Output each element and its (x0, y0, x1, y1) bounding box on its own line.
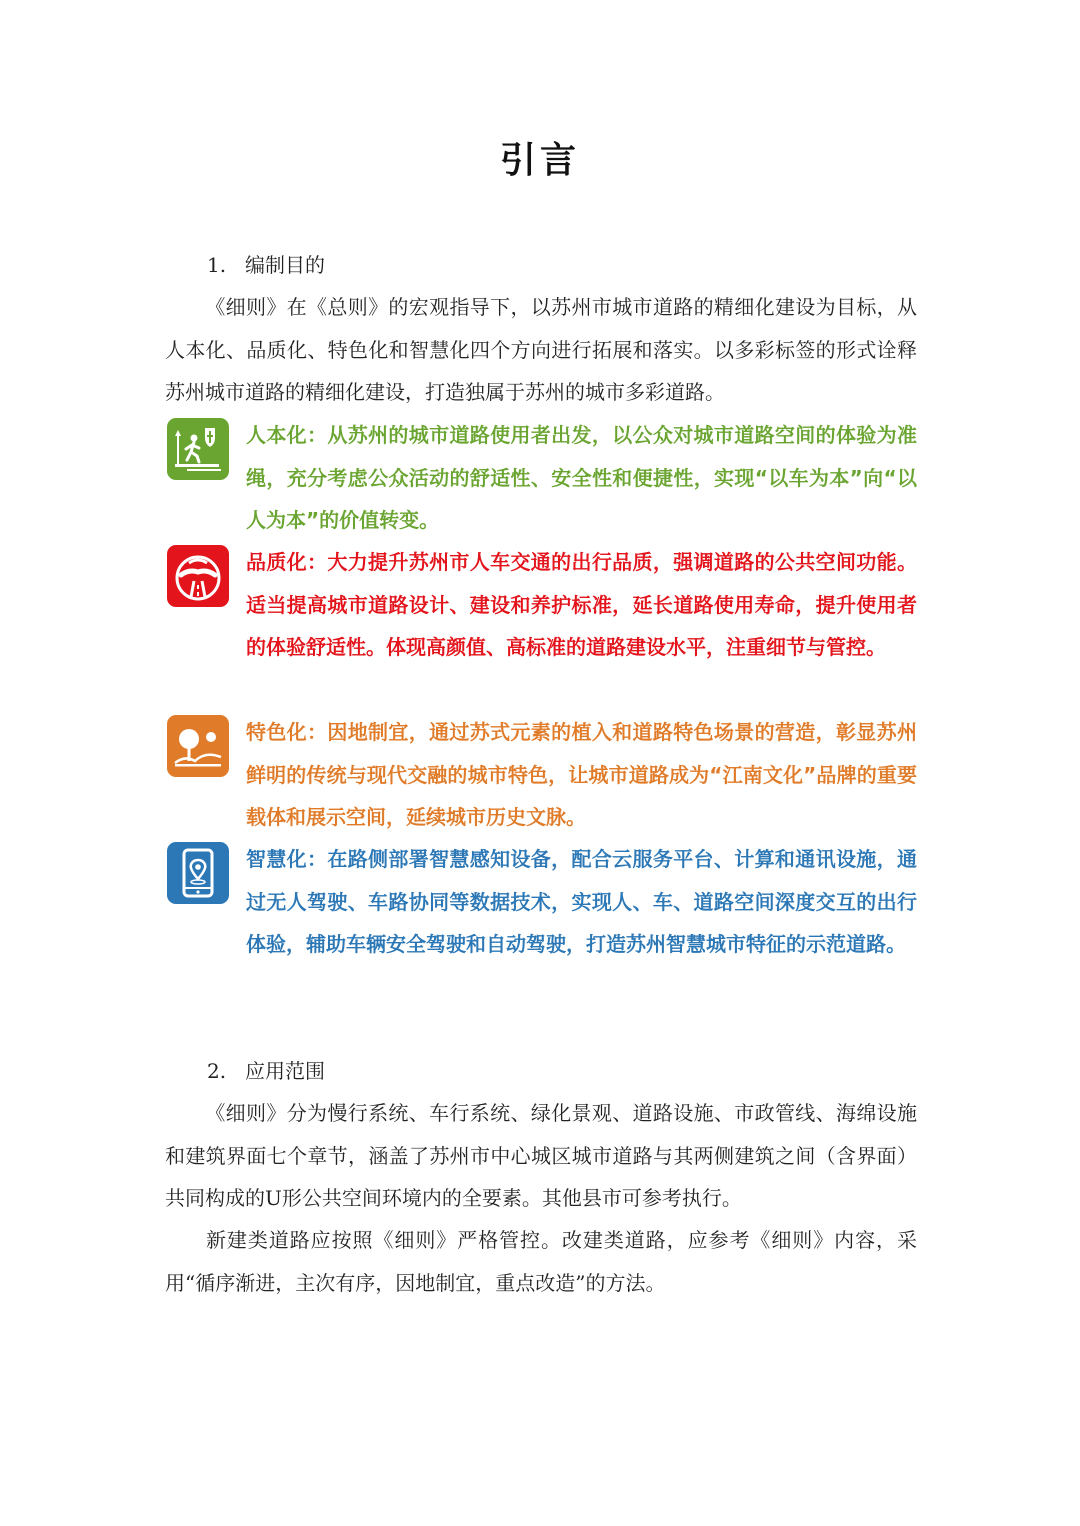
item-people-oriented-text: 人本化：从苏州的城市道路使用者出发，以公众对城市道路空间的体验为准绳，充分考虑公众活动的舒适性、安全性和便捷性，实现“以车为本”向“以人为本”的价值转变。 (246, 423, 917, 532)
item-characteristic-text: 特色化：因地制宜，通过苏式元素的植入和道路特色场景的营造，彰显苏州鲜明的传统与现代交融的城市特色，让城市道路成为“江南文化”品牌的重要载体和展示空间，延续城市历史文脉。 (246, 720, 917, 829)
section-2-number: 2. (207, 1059, 227, 1083)
section-2-paragraph-1 (165, 1092, 917, 1220)
section-2-heading (207, 1057, 325, 1085)
road-badge-icon (167, 545, 229, 607)
page-title: 引言 (499, 139, 580, 181)
mobile-location-icon (167, 842, 229, 904)
section-1-heading (207, 251, 325, 279)
section-2-paragraph-1-text: 《细则》分为慢行系统、车行系统、绿化景观、道路设施、市政管线、海绵设施和建筑界面七个章节，涵盖了苏州市中心城区城市道路与其两侧建筑之间（含界面）共同构成的U形公共空间环境内的全要素。其他县市可参考执行。 (165, 1101, 917, 1210)
section-2-title: 应用范围 (245, 1059, 325, 1083)
section-1-title: 编制目的 (245, 253, 325, 277)
item-quality-text: 品质化：大力提升苏州市人车交通的出行品质，强调道路的公共空间功能。适当提高城市道路设计、建设和养护标准，延长道路使用寿命，提升使用者的体验舒适性。体现高颜值、高标准的道路建设水平，注重细节与管控。 (246, 550, 917, 659)
pedestrian-shield-icon (167, 418, 229, 480)
section-1-number: 1. (207, 253, 227, 277)
section-2-paragraph-2 (165, 1219, 917, 1304)
item-smart-text: 智慧化：在路侧部署智慧感知设备，配合云服务平台、计算和通讯设施，通过无人驾驶、车路协同等数据技术，实现人、车、道路空间深度交互的出行体验，辅助车辆安全驾驶和自动驾驶，打造苏州智慧城市特征的示范道路。 (246, 847, 917, 956)
section-1-intro (165, 286, 917, 414)
section-1-intro-text: 《细则》在《总则》的宏观指导下，以苏州市城市道路的精细化建设为目标，从人本化、品质化、特色化和智慧化四个方向进行拓展和落实。以多彩标签的形式诠释苏州城市道路的精细化建设，打造独属于苏州的城市多彩道路。 (165, 295, 917, 404)
section-2-paragraph-2-text: 新建类道路应按照《细则》严格管控。改建类道路，应参考《细则》内容，采用“循序渐进，主次有序，因地制宜，重点改造”的方法。 (165, 1228, 917, 1295)
landscape-tree-icon (167, 715, 229, 777)
